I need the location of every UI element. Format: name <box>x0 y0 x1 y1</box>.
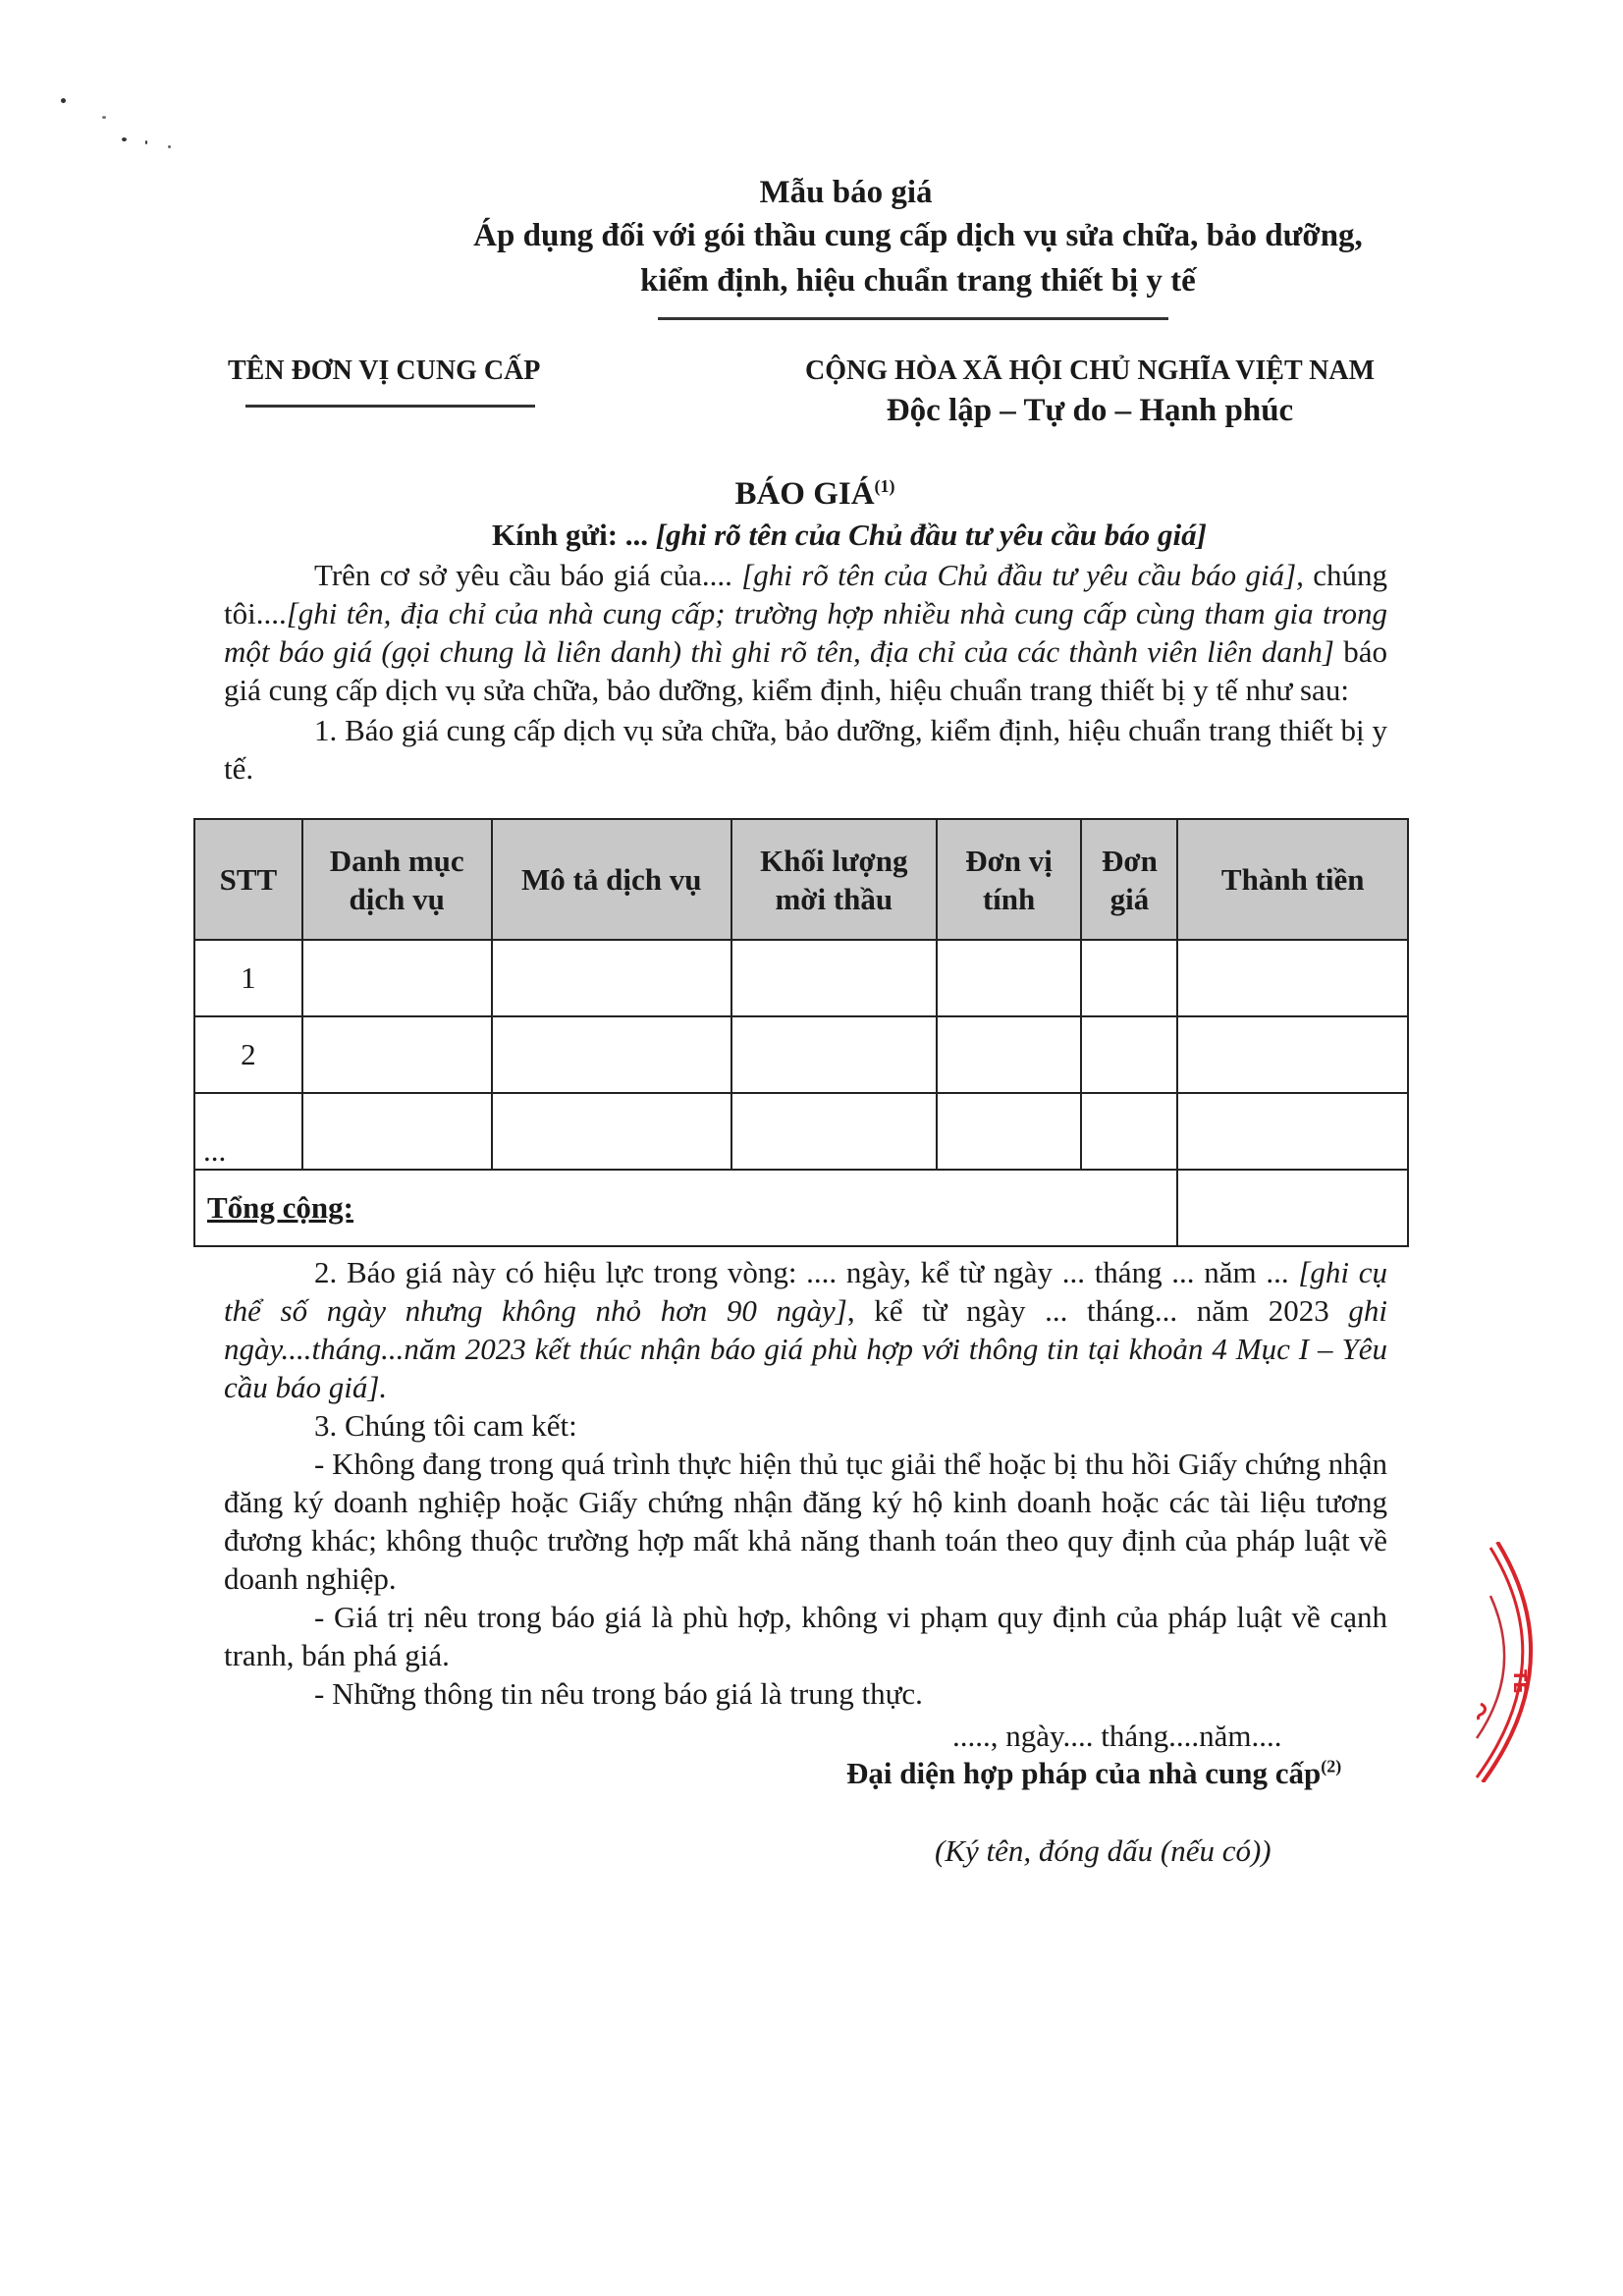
col-header-stt: STT <box>194 819 302 940</box>
total-label: Tổng cộng: <box>194 1170 1177 1246</box>
section2-text-b: [ghi cụ thể số ngày nhưng không nhỏ hơn 90 ngày] <box>224 1255 1387 1328</box>
national-motto: Độc lập – Tự do – Hạnh phúc <box>886 393 1294 428</box>
intro-paragraph <box>224 556 1387 788</box>
col-header-amount: Thành tiền <box>1177 819 1408 940</box>
scan-speck <box>102 116 106 119</box>
representative-text: Đại diện hợp pháp của nhà cung cấp <box>846 1756 1322 1790</box>
table-row <box>194 1016 1408 1093</box>
intro-text-e: báo giá cung cấp dịch vụ sửa chữa, bảo dưỡng, kiểm định, hiệu chuẩn trang thiết bị y tế như sau: <box>224 634 1387 707</box>
cell-amount[interactable] <box>1177 1016 1408 1093</box>
section2-text-d: ghi ngày....tháng...năm 2023 kết thúc nhận báo giá phù hợp với thông tin tại khoản 4 Mục I – Yêu cầu báo giá]. <box>224 1293 1387 1404</box>
supplier-label: TÊN ĐƠN VỊ CUNG CẤP <box>228 355 541 386</box>
cell-stt: 1 <box>194 940 302 1016</box>
form-subtitle-line2: kiểm định, hiệu chuẩn trang thiết bị y tế <box>640 263 1196 299</box>
cell-unit[interactable] <box>937 1016 1082 1093</box>
cell-amount[interactable] <box>1177 940 1408 1016</box>
cell-quantity[interactable] <box>731 1093 937 1170</box>
seal-text: TE <box>1509 1669 1530 1694</box>
cell-service-category[interactable] <box>302 1016 492 1093</box>
intro-text-d: [ghi tên, địa chỉ của nhà cung cấp; trường hợp nhiều nhà cung cấp cùng tham gia trong một báo giá (gọi chung là liên danh) thì ghi rõ tên, địa chỉ của các thành viên liên danh] <box>224 596 1387 669</box>
cell-stt: 2 <box>194 1016 302 1093</box>
doc-title-text: BÁO GIÁ <box>734 476 875 512</box>
cell-quantity[interactable] <box>731 1016 937 1093</box>
scan-speck <box>61 98 66 103</box>
section3-title: 3. Chúng tôi cam kết: <box>314 1408 577 1443</box>
recipient-label: Kính gửi: ... <box>492 518 649 552</box>
table-row <box>194 940 1408 1016</box>
intro-text-b: [ghi rõ tên của Chủ đầu tư yêu cầu báo giá], <box>741 558 1304 592</box>
cell-service-description[interactable] <box>492 1093 731 1170</box>
intro-text-a: Trên cơ sở yêu cầu báo giá của.... <box>314 558 742 592</box>
scan-speck <box>145 140 147 144</box>
col-header-service-category: Danh mục dịch vụ <box>302 819 492 940</box>
seal-inner-ring <box>1477 1596 1504 1738</box>
section3-paragraph <box>224 1406 1387 1713</box>
table-header-row <box>194 819 1408 940</box>
col-header-unit: Đơn vị tính <box>937 819 1082 940</box>
title-underline <box>658 317 1168 320</box>
cell-service-category[interactable] <box>302 940 492 1016</box>
cell-service-description[interactable] <box>492 940 731 1016</box>
doc-title-note: (1) <box>874 476 895 496</box>
col-header-service-description: Mô tả dịch vụ <box>492 819 731 940</box>
intro-text-c: chúng tôi.... <box>224 558 1387 630</box>
seal-mark <box>1479 1704 1486 1720</box>
commitment-item: - Giá trị nêu trong báo giá là phù hợp, không vi phạm quy định của pháp luật về cạnh tranh, bán phá giá. <box>224 1600 1387 1672</box>
doc-title <box>589 476 1041 513</box>
form-title: Mẫu báo giá <box>759 175 933 210</box>
col-header-unit-price: Đơn giá <box>1081 819 1177 940</box>
table-row <box>194 1093 1408 1170</box>
recipient-line <box>295 518 1404 553</box>
section2-text-c: , kể từ ngày ... tháng... năm 2023 <box>846 1293 1349 1328</box>
cell-amount[interactable] <box>1177 1093 1408 1170</box>
table-total-row <box>194 1170 1408 1246</box>
date-line: ....., ngày.... tháng....năm.... <box>952 1719 1282 1753</box>
company-seal-stamp <box>1463 1542 1561 1782</box>
cell-service-category[interactable] <box>302 1093 492 1170</box>
cell-unit-price[interactable] <box>1081 940 1177 1016</box>
commitment-item: - Những thông tin nêu trong báo giá là trung thực. <box>314 1676 923 1711</box>
quote-table <box>193 818 1409 1247</box>
section2-text-a: 2. Báo giá này có hiệu lực trong vòng: .... ngày, kể từ ngày ... tháng ... năm ... <box>314 1255 1299 1289</box>
representative-label <box>846 1756 1341 1791</box>
col-header-quantity: Khối lượng mời thầu <box>731 819 937 940</box>
cell-unit[interactable] <box>937 940 1082 1016</box>
supplier-underline <box>245 405 535 408</box>
national-name: CỘNG HÒA XÃ HỘI CHỦ NGHĨA VIỆT NAM <box>804 355 1376 386</box>
cell-quantity[interactable] <box>731 940 937 1016</box>
commitment-item: - Không đang trong quá trình thực hiện thủ tục giải thể hoặc bị thu hồi Giấy chứng nhận đăng ký doanh nghiệp hoặc Giấy chứng nhận đăng ký hộ kinh doanh hoặc các tài liệu tương đương khác; không thuộc trường hợp mất khả năng thanh toán theo quy định của pháp luật về doanh nghiệp. <box>224 1447 1387 1596</box>
section1-heading: 1. Báo giá cung cấp dịch vụ sửa chữa, bảo dưỡng, kiểm định, hiệu chuẩn trang thiết bị y tế. <box>224 713 1387 786</box>
scan-speck <box>122 137 127 141</box>
cell-stt: ... <box>194 1093 302 1170</box>
recipient-hint: [ghi rõ tên của Chủ đầu tư yêu cầu báo giá] <box>648 518 1207 552</box>
total-amount-cell[interactable] <box>1177 1170 1408 1246</box>
scan-speck <box>168 145 171 148</box>
cell-service-description[interactable] <box>492 1016 731 1093</box>
section2-paragraph <box>224 1253 1387 1406</box>
cell-unit-price[interactable] <box>1081 1093 1177 1170</box>
sign-hint: (Ký tên, đóng dấu (nếu có)) <box>935 1833 1271 1868</box>
cell-unit[interactable] <box>937 1093 1082 1170</box>
representative-note: (2) <box>1321 1756 1342 1777</box>
cell-unit-price[interactable] <box>1081 1016 1177 1093</box>
form-subtitle-line1: Áp dụng đối với gói thầu cung cấp dịch vụ sửa chữa, bảo dưỡng, <box>473 218 1363 253</box>
